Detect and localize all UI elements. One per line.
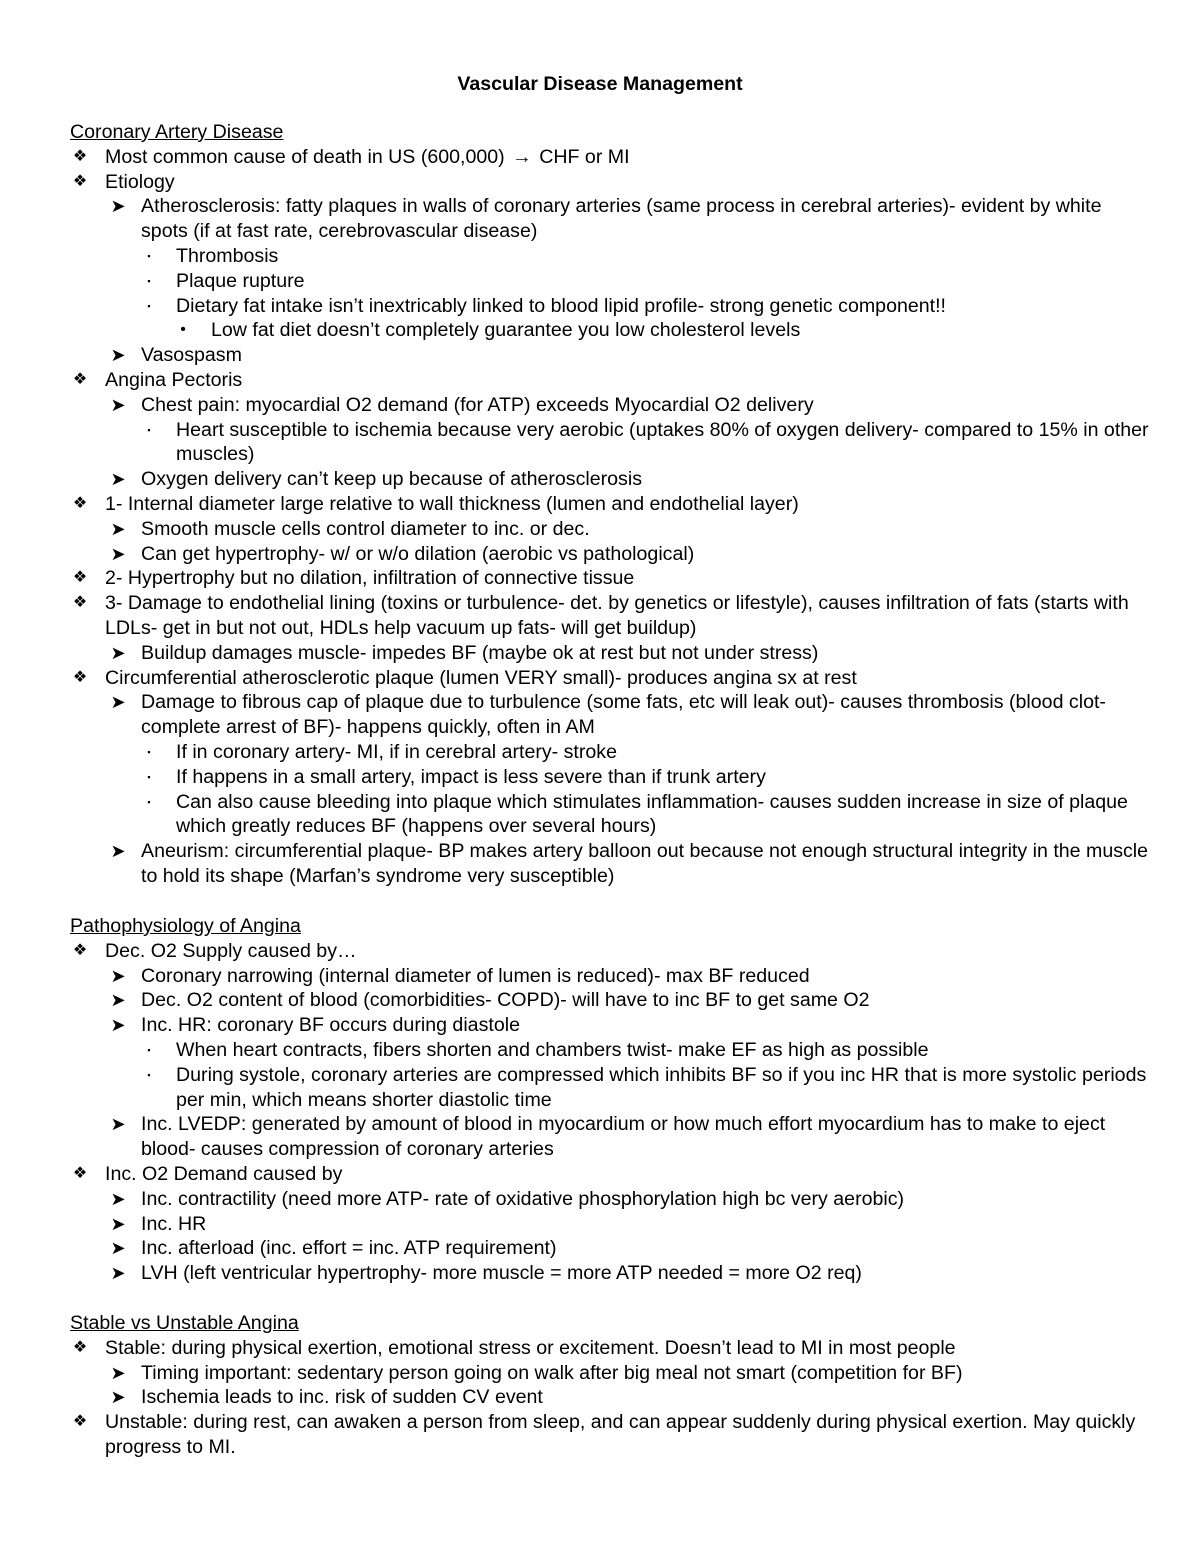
item-text: Inc. afterload (inc. effort = inc. ATP requirement) [141,1237,557,1260]
arrow-bullet-icon: ➤ [110,1263,126,1284]
item-text: Timing important: sedentary person going on walk after big meal not smart (competition for BF) [141,1361,963,1384]
list-item [70,368,1150,393]
arrow-bullet-icon: ➤ [110,1213,126,1234]
list-item [70,1212,1150,1237]
page-title: Vascular Disease Management [457,73,743,95]
dot-bullet-icon: • [180,321,186,339]
item-text: When heart contracts, fibers shorten and chambers twist- make EF as high as possible [176,1038,929,1061]
item-text: Coronary narrowing (internal diameter of lumen is reduced)- max BF reduced [141,964,810,987]
item-text: Stable: during physical exertion, emotional stress or excitement. Doesn’t lead to MI in most people [105,1336,956,1359]
item-text: Angina Pectoris [105,368,243,391]
item-text: Can get hypertrophy- w/ or w/o dilation (aerobic vs pathological) [141,542,695,565]
list-item [70,566,1150,591]
item-text: Oxygen delivery can’t keep up because of atherosclerosis [141,468,643,491]
diamond-bullet-icon: ❖ [72,569,88,587]
list-item [70,591,1150,641]
section-heading: Pathophysiology of Angina [70,915,301,937]
list-item [70,964,1150,989]
item-text: CHF or MI [539,145,630,168]
list-item [70,1162,1150,1187]
diamond-bullet-icon: ❖ [72,370,88,388]
list-item [70,690,1150,740]
item-text: Atherosclerosis: fatty plaques in walls of coronary arteries (same process in cerebral arteries)- evident by white spots (if at fast rate, cerebrovascular disease) [141,195,1102,243]
item-text: Inc. LVEDP: generated by amount of blood in myocardium or how much effort myocardium has to make to eject blood- causes compression of coronary arteries [141,1113,1106,1161]
list-item [70,269,1150,294]
item-text: 2- Hypertrophy but no dilation, infiltration of connective tissue [105,567,635,590]
square-bullet-icon: ▪ [147,771,151,782]
list-item [70,294,1150,319]
item-text: Smooth muscle cells control diameter to inc. or dec. [141,517,590,540]
list-item [70,318,1150,343]
item-text: Heart susceptible to ischemia because very aerobic (uptakes 80% of oxygen delivery- compared to 15% in other muscles) [176,418,1149,466]
item-text: Buildup damages muscle- impedes BF (maybe ok at rest but not under stress) [141,641,819,664]
arrow-bullet-icon: ➤ [110,518,126,539]
section-heading: Coronary Artery Disease [70,121,284,143]
diamond-bullet-icon: ❖ [72,1164,88,1182]
arrow-bullet-icon: ➤ [110,965,126,986]
item-text: Inc. HR: coronary BF occurs during diastole [141,1014,520,1037]
arrow-bullet-icon: ➤ [110,841,126,862]
list-item [70,1410,1150,1460]
diamond-bullet-icon: ❖ [72,941,88,959]
arrow-bullet-icon: ➤ [110,642,126,663]
arrow-bullet-icon: ➤ [110,543,126,564]
square-bullet-icon: ▪ [147,796,151,807]
diamond-bullet-icon: ❖ [72,668,88,686]
square-bullet-icon: ▪ [147,1069,151,1080]
arrow-bullet-icon: ➤ [110,692,126,713]
list-item [70,1013,1150,1038]
right-arrow-icon: → [512,145,532,168]
diamond-bullet-icon: ❖ [72,172,88,190]
list-item [70,244,1150,269]
list-item [70,1112,1150,1162]
list-item [70,542,1150,567]
item-text: 3- Damage to endothelial lining (toxins or turbulence- det. by genetics or lifestyle), causes infiltration of fats (starts with LDLs- get in but not out, HDLs help vacuum up fats- will get buildup) [105,592,1129,639]
list-item [70,790,1150,840]
list-item [70,1336,1150,1361]
arrow-bullet-icon: ➤ [110,1238,126,1259]
list-item [70,1063,1150,1113]
list-item [70,1236,1150,1261]
square-bullet-icon: ▪ [147,424,151,435]
list-item [70,467,1150,492]
list-item [70,418,1150,468]
arrow-bullet-icon: ➤ [110,196,126,217]
square-bullet-icon: ▪ [147,250,151,261]
diamond-bullet-icon: ❖ [72,594,88,612]
list-item [70,641,1150,666]
arrow-bullet-icon: ➤ [110,394,126,415]
diamond-bullet-icon: ❖ [72,1413,88,1431]
list-item [70,1038,1150,1063]
item-text: LVH (left ventricular hypertrophy- more muscle = more ATP needed = more O2 req) [141,1262,862,1285]
list-item [70,839,1150,889]
list-item [70,939,1150,964]
arrow-bullet-icon: ➤ [110,1114,126,1135]
square-bullet-icon: ▪ [147,275,151,286]
section-heading: Stable vs Unstable Angina [70,1312,299,1334]
list-item [70,1385,1150,1410]
section-coronary-artery-disease [70,120,1150,889]
item-text: Chest pain: myocardial O2 demand (for ATP) exceeds Myocardial O2 delivery [141,393,814,416]
arrow-bullet-icon: ➤ [110,1015,126,1036]
diamond-bullet-icon: ❖ [72,494,88,512]
item-text: Thrombosis [176,244,279,267]
arrow-bullet-icon: ➤ [110,1362,126,1383]
diamond-bullet-icon: ❖ [72,147,88,165]
list-item [70,1261,1150,1286]
square-bullet-icon: ▪ [147,300,151,311]
item-text: Aneurism: circumferential plaque- BP makes artery balloon out because not enough structural integrity in the muscle to hold its shape (Marfan’s syndrome very susceptible) [141,840,1149,887]
arrow-bullet-icon: ➤ [110,1387,126,1408]
item-text: Unstable: during rest, can awaken a person from sleep, and can appear suddenly during physical exertion. May quickly progress to MI. [105,1411,1136,1458]
square-bullet-icon: ▪ [147,1044,151,1055]
square-bullet-icon: ▪ [147,746,151,757]
item-text: Plaque rupture [176,269,305,292]
list-item [70,145,1150,170]
list-item [70,517,1150,542]
arrow-bullet-icon: ➤ [110,469,126,490]
item-text: Dec. O2 content of blood (comorbidities- COPD)- will have to inc BF to get same O2 [141,989,870,1012]
item-text: Damage to fibrous cap of plaque due to turbulence (some fats, etc will leak out)- causes thrombosis (blood clot- complete arrest of BF)- happens quickly, often in AM [141,691,1106,739]
arrow-bullet-icon: ➤ [110,1188,126,1209]
item-text: If in coronary artery- MI, if in cerebral artery- stroke [176,740,617,763]
list-item [70,393,1150,418]
arrow-bullet-icon: ➤ [110,345,126,366]
item-text: Etiology [105,170,175,193]
item-text: Circumferential atherosclerotic plaque (lumen VERY small)- produces angina sx at rest [105,666,857,689]
arrow-bullet-icon: ➤ [110,990,126,1011]
list-item [70,765,1150,790]
list-item [70,194,1150,244]
item-text: Dietary fat intake isn’t inextricably linked to blood lipid profile- strong genetic component!! [176,294,947,317]
section-stable-vs-unstable-angina [70,1311,1150,1460]
item-text: Can also cause bleeding into plaque which stimulates inflammation- causes sudden increase in size of plaque which greatly reduces BF (happens over several hours) [176,790,1128,838]
list-item [70,170,1150,195]
list-item [70,988,1150,1013]
item-text: Inc. contractility (need more ATP- rate of oxidative phosphorylation high bc very aerobic) [141,1187,905,1210]
diamond-bullet-icon: ❖ [72,1338,88,1356]
list-item [70,492,1150,517]
item-text: Vasospasm [141,344,242,367]
section-pathophysiology-of-angina [70,914,1150,1286]
list-item [70,1187,1150,1212]
item-text: Most common cause of death in US (600,000) [105,145,505,168]
list-item [70,740,1150,765]
item-text: If happens in a small artery, impact is less severe than if trunk artery [176,765,766,788]
list-item [70,1361,1150,1386]
item-text: Inc. HR [141,1212,207,1235]
item-text: During systole, coronary arteries are compressed which inhibits BF so if you inc HR that is more systolic periods per min, which means shorter diastolic time [176,1063,1147,1111]
list-item [70,666,1150,691]
item-text: Inc. O2 Demand caused by [105,1162,343,1185]
item-text: Ischemia leads to inc. risk of sudden CV event [141,1386,543,1409]
item-text: 1- Internal diameter large relative to wall thickness (lumen and endothelial layer) [105,492,799,515]
item-text: Low fat diet doesn’t completely guarantee you low cholesterol levels [211,319,801,342]
item-text: Dec. O2 Supply caused by… [105,939,357,962]
list-item [70,343,1150,368]
